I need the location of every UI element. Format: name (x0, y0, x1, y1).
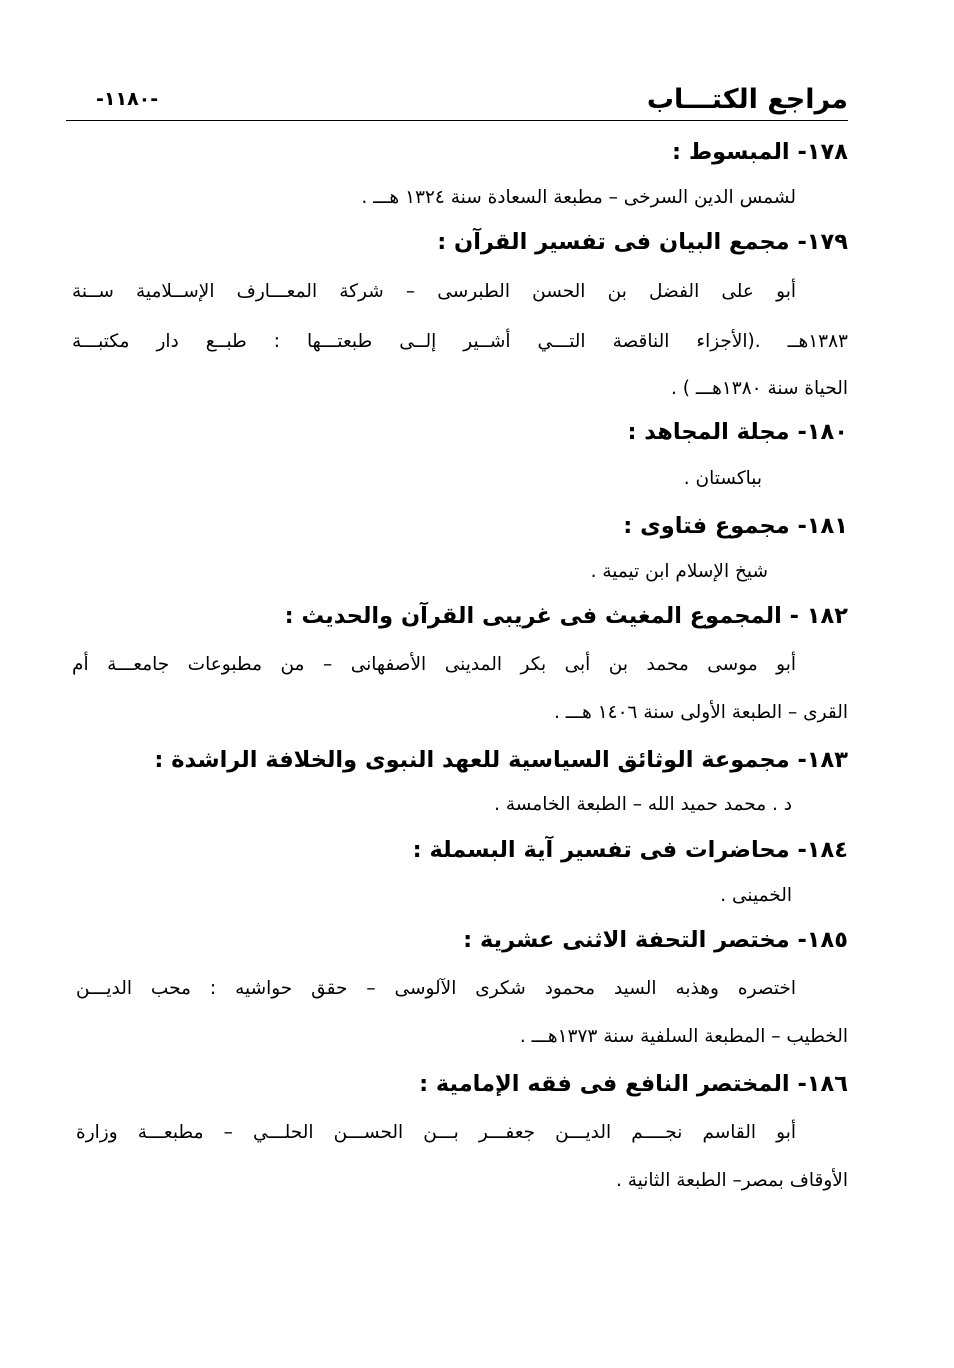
reference-entry-183 (78, 745, 848, 825)
reference-entry-178 (78, 137, 848, 219)
entry-heading: ١٨٦- المختصر النافع فى فقه الإمامية : (419, 1071, 848, 1097)
entry-body (76, 965, 848, 1061)
entry-heading: ١٧٩- مجمع البيان فى تفسير القرآن : (437, 229, 848, 255)
entry-body (72, 641, 848, 737)
entry-line: لشمس الدين السرخى – مطبعة السعادة سنة ١٣٢٤ هـــ . (361, 187, 796, 208)
entry-line: الحياة سنة ١٣٨٠هـــ ) . (670, 378, 848, 399)
entry-line: أبو على الفضل بن الحسن الطبرسى – شركة المعـــارف الإســلامية ســنة (72, 281, 796, 302)
entry-body (76, 1109, 848, 1205)
entry-line: شيخ الإسلام ابن تيمية . (590, 561, 768, 582)
entry-heading: ١٨٤- محاضرات فى تفسير آية البسملة : (412, 837, 848, 863)
entry-line: اختصره وهذبه السيد محمود شكرى الآلوسى – حقق حواشيه : محب الديـــن (76, 978, 796, 999)
entry-line: الخطيب – المطبعة السلفية سنة ١٣٧٣هـــ . (519, 1026, 848, 1047)
entry-body (78, 875, 848, 917)
entry-body (78, 785, 848, 825)
entry-body (78, 551, 848, 593)
entry-body (72, 267, 848, 411)
entry-line: أبو موسى محمد بن أبى بكر المدينى الأصفهانى – من مطبوعات جامعـــة أم (72, 654, 796, 675)
entry-line: بباكستان . (683, 468, 762, 489)
entry-line: الأوقاف بمصر– الطبعة الثانية . (615, 1170, 848, 1191)
header-rule (66, 120, 848, 121)
entry-line: القرى – الطبعة الأولى سنة ١٤٠٦ هـــ . (554, 702, 848, 723)
entry-body (78, 457, 848, 501)
reference-entry-186 (78, 1069, 848, 1205)
page-header (66, 84, 848, 120)
entry-heading: ١٨٢ - المجموع المغيث فى غريبى القرآن والحديث : (284, 603, 848, 629)
entry-heading: ١٨٥- مختصر التحفة الاثنى عشرية : (463, 927, 848, 953)
entry-body (78, 177, 848, 219)
reference-entry-179 (72, 227, 848, 411)
entry-heading: ١٨٣- مجموعة الوثائق السياسية للعهد النبوى والخلافة الراشدة : (154, 747, 848, 773)
running-title: مراجع الكتـــاب (646, 84, 848, 115)
entry-line: ١٣٨٣هــ .(الأجزاء الناقصة التـــي أشــير إلــى طبعتـــها : طبــع دار مكتبـــة (72, 331, 848, 352)
references-list (72, 131, 848, 1205)
entry-line: د . محمد حميد الله – الطبعة الخامسة . (494, 794, 792, 815)
reference-entry-182 (72, 601, 848, 737)
entry-heading: ١٨١- مجموع فتاوى : (623, 513, 848, 539)
reference-entry-184 (78, 835, 848, 917)
reference-entry-185 (78, 925, 848, 1061)
entry-line: الخمينى . (720, 885, 792, 906)
page-number: -١١٨٠- (96, 88, 159, 110)
entry-heading: ١٧٨- المبسوط : (671, 139, 848, 165)
reference-entry-180 (78, 417, 848, 501)
entry-heading: ١٨٠- مجلة المجاهد : (627, 419, 848, 445)
reference-entry-181 (78, 511, 848, 593)
entry-line: أبو القاسم نجــــم الديـــن جعفـــر بـــن الحســـن الحلـــي – مطبعـــة وزارة (76, 1122, 796, 1143)
